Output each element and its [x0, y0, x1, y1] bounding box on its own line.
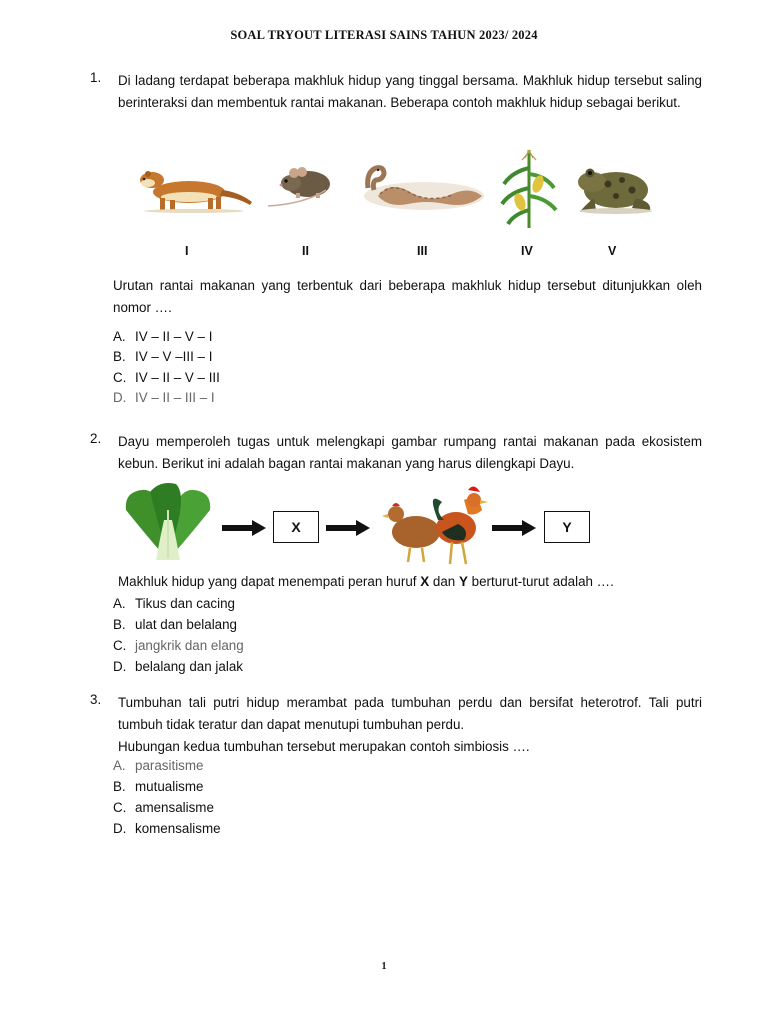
- question-1-prompt: Urutan rantai makanan yang terbentuk dari beberapa makhluk hidup tersebut ditunjukkan oleh nomor ….: [113, 278, 702, 315]
- option-c[interactable]: C. jangkrik dan elang: [113, 638, 244, 653]
- image-label: III: [417, 244, 428, 258]
- blank-box-y: Y: [544, 511, 590, 543]
- frog-icon: [572, 158, 656, 216]
- question-number: 1.: [90, 70, 102, 85]
- option-a[interactable]: A. IV – II – V – I: [113, 329, 213, 344]
- arrow-right-icon: [222, 519, 266, 537]
- option-b[interactable]: B. mutualisme: [113, 779, 204, 794]
- chickens-icon: [378, 480, 490, 568]
- option-b[interactable]: B. IV – V –III – I: [113, 349, 213, 364]
- snake-icon: [360, 160, 488, 216]
- option-c[interactable]: C. amensalisme: [113, 800, 214, 815]
- image-label: II: [302, 244, 309, 258]
- question-stem: Dayu memperoleh tugas untuk melengkapi gambar rumpang rantai makanan pada ekosistem kebun. Berikut ini adalah bagan rantai makanan yang harus dilengkapi Dayu.: [118, 434, 702, 471]
- question-number: 3.: [90, 692, 102, 707]
- blank-box-x: X: [273, 511, 319, 543]
- question-2-prompt: Makhluk hidup yang dapat menempati peran huruf X dan Y berturut-turut adalah ….: [118, 574, 614, 589]
- option-d[interactable]: D. belalang dan jalak: [113, 659, 243, 674]
- question-number: 2.: [90, 431, 102, 446]
- question-1: [90, 70, 702, 114]
- document-title: SOAL TRYOUT LITERASI SAINS TAHUN 2023/ 2024: [230, 28, 538, 42]
- arrow-right-icon: [492, 519, 536, 537]
- option-c[interactable]: C. IV – II – V – III: [113, 370, 220, 385]
- corn-plant-icon: [500, 148, 558, 230]
- weasel-icon: [134, 162, 254, 214]
- option-d[interactable]: D. komensalisme: [113, 821, 221, 836]
- mouse-icon: [264, 162, 344, 212]
- bok-choy-icon: [120, 480, 216, 564]
- question-stem: Tumbuhan tali putri hidup merambat pada tumbuhan perdu dan bersifat heterotrof. Tali putri tumbuh tidak teratur dan dapat menutupi tumbuhan perdu. Hubungan kedua tumbuhan tersebut merupakan contoh simbiosis ….: [118, 695, 702, 754]
- image-label: IV: [521, 244, 533, 258]
- question-2: [90, 431, 702, 475]
- question-3: [90, 692, 702, 758]
- option-a[interactable]: A. parasitisme: [113, 758, 204, 773]
- option-d[interactable]: D. IV – II – III – I: [113, 390, 215, 405]
- image-label: I: [185, 244, 189, 258]
- image-label: V: [608, 244, 617, 258]
- option-b[interactable]: B. ulat dan belalang: [113, 617, 238, 632]
- arrow-right-icon: [326, 519, 370, 537]
- option-a[interactable]: A. Tikus dan cacing: [113, 596, 235, 611]
- page-number: 1: [381, 961, 387, 972]
- organism-images: [0, 148, 768, 228]
- question-stem: Di ladang terdapat beberapa makhluk hidup yang tinggal bersama. Makhluk hidup tersebut saling berinteraksi dan membentuk rantai makanan. Beberapa contoh makhluk hidup sebagai berikut.: [118, 73, 702, 110]
